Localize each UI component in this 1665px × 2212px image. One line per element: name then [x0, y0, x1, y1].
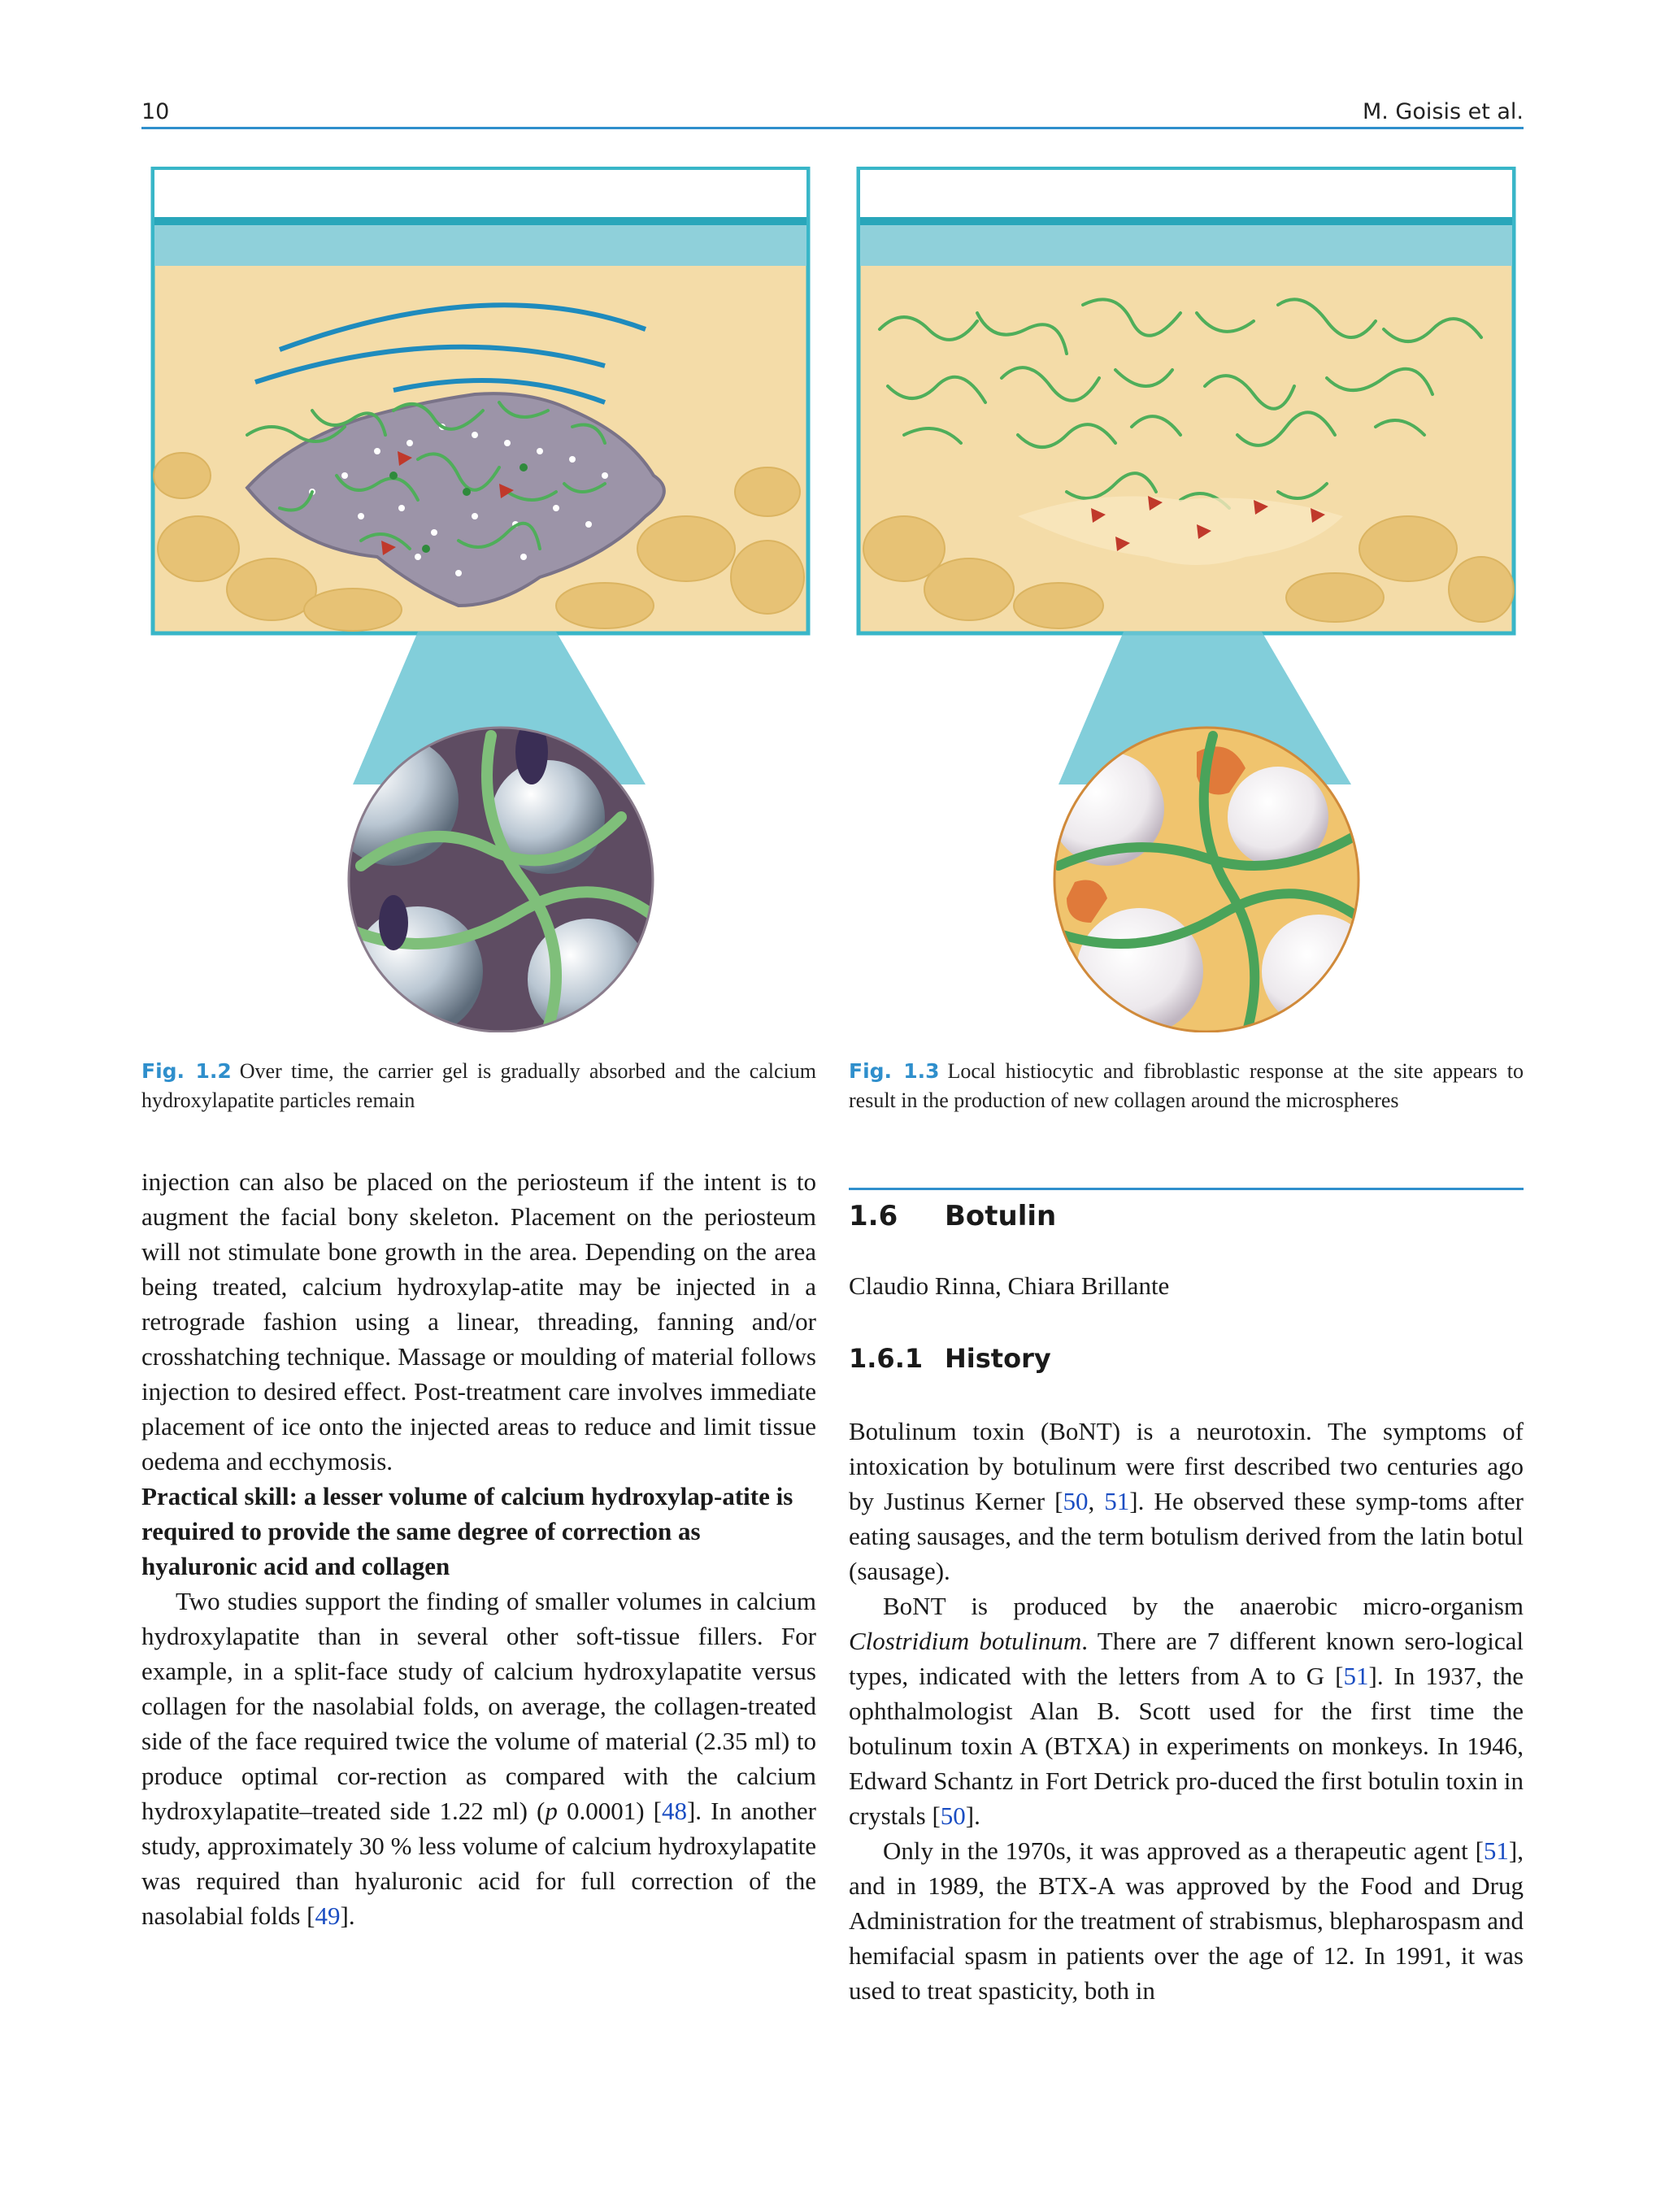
header-rule: [141, 127, 1524, 129]
running-authors: M. Goisis et al.: [1362, 99, 1524, 124]
citation-link[interactable]: 48: [661, 1797, 687, 1825]
figure-1-3-caption-text: Local histiocytic and fibroblastic response at the site appears to result in the production of new collagen around the microspheres: [849, 1059, 1524, 1112]
figure-1-3-caption: [849, 1057, 1524, 1115]
section-rule: [849, 1188, 1524, 1190]
figure-1-2-caption-text: Over time, the carrier gel is gradually absorbed and the calcium hydroxylapatite particles remain: [141, 1059, 817, 1112]
figure-1-2-caption: [141, 1057, 816, 1115]
section-title: Botulin: [945, 1200, 1057, 1232]
citation-link[interactable]: 50: [940, 1801, 966, 1830]
citation-link[interactable]: 51: [1343, 1662, 1369, 1690]
citation-link[interactable]: 51: [1104, 1487, 1130, 1515]
section-authors: Claudio Rinna, Chiara Brillante: [849, 1271, 1170, 1300]
citation-link[interactable]: 50: [1063, 1487, 1089, 1515]
left-column: [141, 1164, 816, 1933]
figure-1-2-label: Fig. 1.2: [141, 1059, 232, 1083]
figure-1-3-illustration: [855, 167, 1530, 1032]
paragraph-bont-intro: Botulinum toxin (BoNT) is a neurotoxin. The symptoms of intoxication by botulinum were first described two centuries ago by Justinus Kerner [50, 51]. He observed these symp-toms after eating sausages, and the term botulism derived from the latin botul (sausage).: [849, 1417, 1524, 1585]
paragraph-bont-approval: Only in the 1970s, it was approved as a therapeutic agent [51], and in 1989, the BTX-A was approved by the Food and Drug Administration for the treatment of strabismus, blepharospasm and hemifacial spasm in patients over the age of 12. In 1991, it was used to treat spasticity, both in: [849, 1836, 1524, 2005]
paragraph-two-studies: Two studies support the finding of smaller volumes in calcium hydroxylapatite than in several other soft-tissue fillers. For example, in a split-face study of calcium hydroxylapatite versus collagen for the nasolabial folds, on average, the collagen-treated side of the face required twice the volume of material (2.35 ml) to produce optimal cor-rection as compared with the calcium hydroxylapatite–treated side 1.22 ml) (p 0.0001) [48]. In another study, approximately 30 % less volume of calcium hydroxylapatite was required than hyaluronic acid for full correction of the nasolabial folds [49].: [141, 1587, 817, 1930]
right-column: [849, 1414, 1524, 2008]
running-header: [141, 96, 1524, 128]
paragraph-injection: injection can also be placed on the periosteum if the intent is to augment the facial bony skeleton. Placement on the periosteum will not stimulate bone growth in the area. Depending on the area being treated, calcium hydroxylap-atite may be injected in a retrograde fashion using a linear, threading, fanning and/or crosshatching technique. Massage or moulding of material follows injection to desired effect. Post-treatment care involves immediate placement of ice onto the injected areas to reduce and limit tissue oedema and ecchymosis.: [141, 1167, 816, 1475]
citation-link[interactable]: 49: [315, 1901, 341, 1930]
citation-link[interactable]: 51: [1483, 1836, 1509, 1865]
practical-skill: Practical skill: a lesser volume of calcium hydroxylap-atite is required to provide the same degree of correction as hyaluronic acid and collagen: [141, 1482, 793, 1580]
figure-1-2-illustration: [150, 167, 824, 1032]
page-number: 10: [141, 99, 170, 124]
subsection-heading: [849, 1343, 1051, 1374]
subsection-number: 1.6.1: [849, 1343, 924, 1374]
subsection-title: History: [945, 1343, 1051, 1374]
section-number: 1.6: [849, 1200, 898, 1232]
section-heading: [849, 1200, 1056, 1232]
paragraph-bont-production: BoNT is produced by the anaerobic micro-organism Clostridium botulinum. There are 7 different known sero-logical types, indicated with the letters from A to G [51]. In 1937, the ophthalmologist Alan B. Scott used for the first time the botulinum toxin A (BTXA) in experiments on monkeys. In 1946, Edward Schantz in Fort Detrick pro-duced the first botulin toxin in crystals [50].: [849, 1592, 1524, 1830]
figure-1-3-label: Fig. 1.3: [849, 1059, 940, 1083]
